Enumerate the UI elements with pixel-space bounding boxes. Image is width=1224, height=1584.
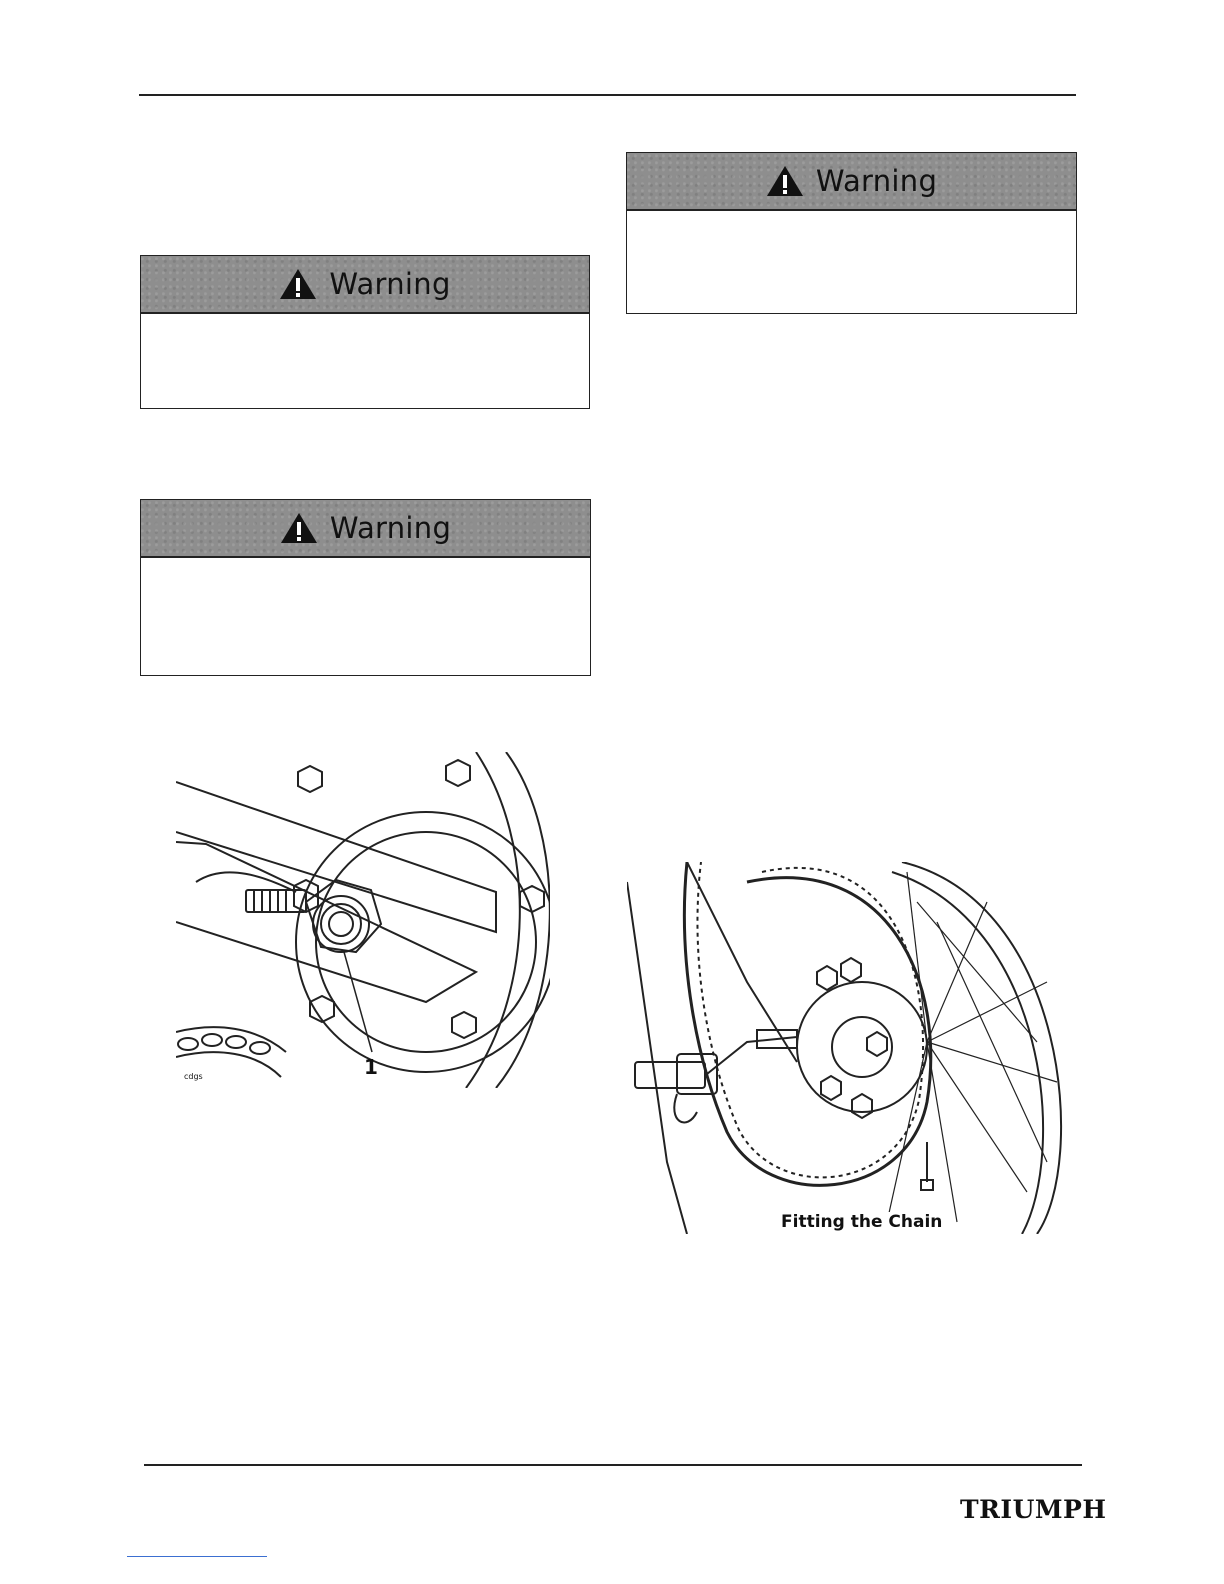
warning-triangle-icon — [766, 165, 804, 197]
chain-adjuster-drawing — [176, 752, 550, 1088]
fitting-chain-illustration — [627, 862, 1073, 1234]
footer-rule — [144, 1464, 1082, 1466]
warning-triangle-icon — [280, 512, 318, 544]
chain-adjuster-illustration — [176, 752, 550, 1088]
figure-code: cdgs — [184, 1072, 203, 1081]
warning-box-left-2 — [140, 499, 591, 676]
warning-triangle-icon — [279, 268, 317, 300]
fitting-chain-drawing — [627, 862, 1073, 1234]
warning-box-left-1 — [140, 255, 590, 409]
warning-header — [141, 500, 590, 558]
triumph-logo: TRIUMPH — [960, 1495, 1107, 1524]
warning-title: Warning — [329, 267, 451, 301]
warning-box-top-right — [626, 152, 1077, 314]
callout-number: 1 — [364, 1055, 378, 1079]
warning-title: Warning — [329, 511, 452, 545]
bottom-link-underline — [127, 1556, 267, 1557]
warning-header — [627, 153, 1076, 211]
header-rule — [139, 94, 1076, 96]
figure-caption: Fitting the Chain — [781, 1212, 943, 1232]
warning-title: Warning — [815, 164, 938, 198]
warning-header — [141, 256, 589, 314]
